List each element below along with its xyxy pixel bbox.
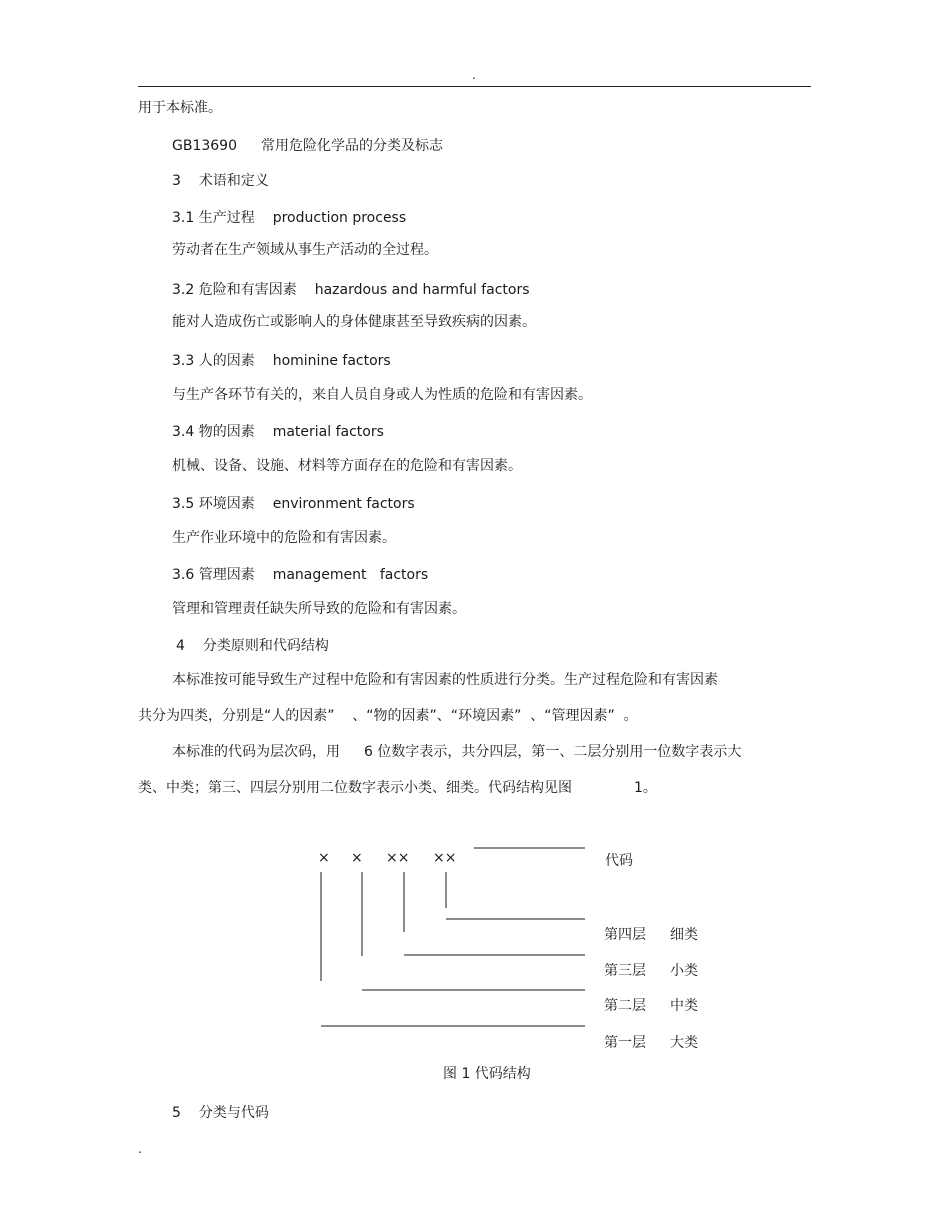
definition-term-en: material factors <box>272 424 384 440</box>
section-title: 分类与代码 <box>198 1105 269 1121</box>
paragraph-line: 本标准按可能导致生产过程中危险和有害因素的性质进行分类。生产过程危险和有害因素 <box>172 672 718 688</box>
definition-body: 劳动者在生产领域从事生产活动的全过程。 <box>172 242 438 258</box>
definition-term: 3.4 物的因素 <box>172 424 255 440</box>
definition-body: 机械、设备、设施、材料等方面存在的危险和有害因素。 <box>172 458 522 474</box>
paragraph-fragment: 类、中类；第三、四层分别用二位数字表示小类、细类。代码结构见图 <box>138 780 572 796</box>
layer-kind: 小类 <box>670 963 698 979</box>
header-dot: . <box>472 68 476 82</box>
section-number: 5 <box>172 1105 181 1121</box>
definition-term-en: production process <box>272 210 407 226</box>
definition-body: 能对人造成伤亡或影响人的身体健康甚至导致疾病的因素。 <box>172 314 536 330</box>
definition-term-en: hazardous and harmful factors <box>314 282 530 298</box>
definition-term-en: environment factors <box>272 496 415 512</box>
text-line: 用于本标准。 <box>138 100 222 116</box>
section-number: 3 <box>172 173 181 189</box>
definition-body: 管理和管理责任缺失所导致的危险和有害因素。 <box>172 601 466 617</box>
definition-term-en: management factors <box>272 567 429 583</box>
layer-name: 第四层 <box>604 927 646 943</box>
layer-name: 第三层 <box>604 963 646 979</box>
section-title: 术语和定义 <box>198 173 269 189</box>
layer-kind: 细类 <box>670 927 698 943</box>
layer-kind: 大类 <box>670 1035 698 1051</box>
definition-term: 3.6 管理因素 <box>172 567 255 583</box>
code-mark: ×× <box>386 850 410 866</box>
definition-body: 与生产各环节有关的，来自人员自身或人为性质的危险和有害因素。 <box>172 387 592 403</box>
definition-body: 生产作业环境中的危险和有害因素。 <box>172 530 396 546</box>
reference-code: GB13690 <box>172 138 237 154</box>
section-heading-5 <box>172 1105 269 1121</box>
layer-kind: 中类 <box>670 998 698 1014</box>
definition-term: 3.1 生产过程 <box>172 210 255 226</box>
paragraph-fragment: 6 位数字表示，共分四层，第一、二层分别用一位数字表示大 <box>364 744 742 760</box>
code-mark: × <box>351 850 363 866</box>
paragraph-fragment: 本标准的代码为层次码，用 <box>172 744 340 760</box>
definition-term: 3.2 危险和有害因素 <box>172 282 297 298</box>
reference-title: 常用危险化学品的分类及标志 <box>261 138 443 154</box>
section-number: 4 <box>176 638 185 654</box>
layer-name: 第一层 <box>604 1035 646 1051</box>
section-title: 分类原则和代码结构 <box>202 638 329 654</box>
paragraph-line: 共分为四类，分别是“人的因素” 、“物的因素”、“环境因素” 、“管理因素” 。 <box>138 708 638 724</box>
definition-term-en: hominine factors <box>272 353 391 369</box>
code-mark: ×× <box>433 850 457 866</box>
paragraph-fragment: 1。 <box>634 780 657 796</box>
layer-name: 第二层 <box>604 998 646 1014</box>
code-mark: × <box>318 850 330 866</box>
figure-caption: 图 1 代码结构 <box>443 1066 531 1082</box>
definition-term: 3.5 环境因素 <box>172 496 255 512</box>
definition-term: 3.3 人的因素 <box>172 353 255 369</box>
code-label: 代码 <box>605 853 633 869</box>
footer-dot: . <box>138 1142 142 1156</box>
